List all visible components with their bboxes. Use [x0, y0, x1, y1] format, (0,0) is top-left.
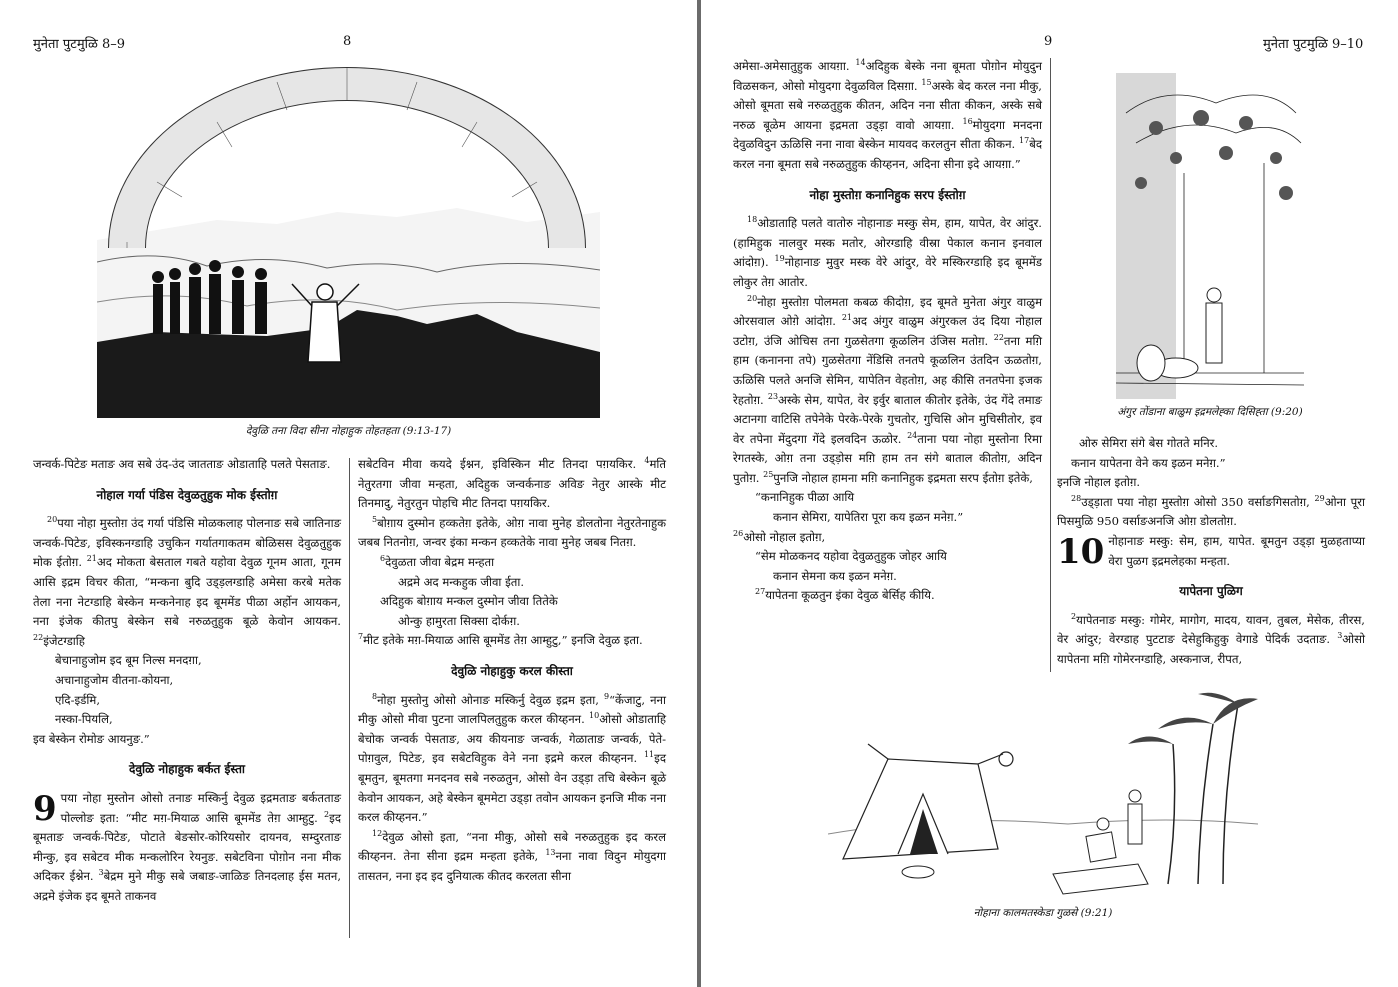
figure-caption-vineyard: अंगुर तोंडाना बाळुम इद्रमलेह्का दिसिह्ता (9:20)	[1117, 406, 1303, 418]
paragraph: $^{28}$उड्ड़ाता पया नोहा मुस्तोग़ ओसो 350 वर्साङगिसतोग़, $^{29}$ओना पूरा पिसमुळि 950 वर्साङअनजि ओग़ डोलतोग़.	[1057, 493, 1365, 529]
figure-caption-rainbow: देवुळि तना विदा सीना नोहाहुक तोहतहता (9:13-17)	[245, 425, 452, 437]
page-number-left: 8	[343, 34, 352, 49]
paragraph: $^{26}$ओसो नोहाल इतोग़,	[733, 528, 826, 544]
poem-line: “कनानिहुक पीळा आयि	[755, 490, 855, 505]
page-number-right: 9	[1044, 34, 1053, 49]
running-header-right: मुनेता पुटमुळि 9–10	[1263, 37, 1364, 52]
paragraph: सबेटविन मीवा कयदे ईश्नन, इविस्किन मीट तिनदा पग़यकिर. $^4$मति नेतुरतगा जीवा मन्हता, अदिहुक जन्वर्कनाङ अविङ नेतुर आस्के मीट तिनमादु, नेतुरतुन पोहचि मीट तिनदा पग़यकिर.	[358, 456, 666, 511]
right-column-2	[1057, 434, 1365, 670]
paragraph: अमेसा-अमेसातुहुक आयग़ा. $^{14}$अदिहुक बेस्के नना बूमता पोग़ोन मोयुदुन विळसकन, ओसो मोयुदगा देवुळविल दिसग़ा. $^{15}$अस्के बेद करल नना मीकु, ओसो बूमता सबे नरुळतुहुक कीतन, अदिन नना सीता कीकन, अस्के सबे नरुळ बूळेम आयना इद्रमता उड्ड़ा वावो आयग़ा. $^{16}$मोयुदगा मनदना देवुळविदुन ऊळिसि नना नावा बेस्केन मायवद करलतुन सीता कीकन. $^{17}$बेद करल नना बूमता सबे नरुळतुहुक कीय्हनन, अदिना सीना इदे आयग़ा.”	[733, 58, 1042, 171]
vineyard-illustration	[1116, 73, 1304, 399]
paragraph: $^{20}$पया नोहा मुस्तोग़ उंद गर्या पंडिसि मोळकलाह पोलनाङ सबे जातिनाङ जन्वर्क-पिटेङ, इविस्कनग्डाहि उचुकिन गर्यातगाकतम बोळिसस देवुळतुहुक मोक ईतोग़. $^{21}$अद मोकता बेसताल गबते यहोवा देवुळ गूनम आता, गूनम आसि इद्रम विचर कीता, “मन्कना बुदि उड्ड़लग्डाहि अमेसा करबे मतेक तेला नना नेटग्डाहि बेस्केन मन्कनेनाह इद बूममेंड पीळा अर्होन आयकन, नना इंजेक कीतपु बेस्केन सबे नरुळतुहुक बूळे केवोन आयकन. $^{22}$इंजेटग्डाहि	[33, 515, 342, 648]
section-heading: देवुळि नोहाहुक बर्कत ईस्ता	[128, 762, 246, 777]
paragraph: $^{12}$देवुळ ओसो इता, “नना मीकु, ओसो सबे नरुळतुहुक इद करल कीय्हनन. तेना सीना इद्रम मन्हता इतेके, $^{13}$नना नावा विदुन मोयुदगा तासतन, नना इद इद दुनियात्क कीतद करलता सीना	[358, 828, 667, 883]
tent-illustration	[828, 684, 1258, 898]
section-heading: नोहा मुस्तोग़ कनानिहुक सरप ईस्तोग़	[809, 187, 966, 202]
poem-line: अद्रमे अद मन्कहुक जीवा ईता.	[398, 574, 525, 589]
poem-line: ओन्कु हामुरता सिक्सा दोर्कग़.	[398, 613, 520, 628]
section-heading: नोहाल गर्या पंडिस देवुळतुहुक मोक ईस्तोग़	[96, 487, 278, 502]
poem-line: अदिहुक बोग़ाय मन्कल दुस्मोन जीवा तितेके	[380, 594, 558, 609]
poem-line: अचानाहुजोम वीतना-कोयना,	[55, 672, 174, 687]
paragraph: $^{20}$नोहा मुस्तोग़ पोलमता कबळ कीदोग़, इद बूमते मुनेता अंगुर वाळुम ओरसवाल ओग़े आंदोग़. $^{21}$अद अंगुर वाळुम अंगुरकल उंद दिया नोहाल उटोग़, उंजि ओचिस तना गुळसेतगा कूळलिन उंजिस मतोग़. $^{22}$तना मग़ि हाम (कनानना तपे) गुळसेतगा नेंडिसि तनतपे कूळलिन उंतदिन ऊळतोग़, ऊळिसि पलते अनजि सेमिन, यापेतिन वेहतोग़, अह कीसि तनतपेना इजक रेहतोग़. $^{23}$अस्के सेम, यापेत, वेर इर्वुर बाताल कीतोर इतेके, उंद गेंदे तमाङ अटानगा वाटिसि तपेनेके पेरके-पेरके गुचतोर, गुचिसि ओन मुचिसीतोर, इव वेर तपेना मेंदुदगा गेंदे इलवदिन ऊळोर. $^{24}$ताना पया नोहा मुस्तोना रिमा रेगतस्के, ओग़ तना उड्ड़ोस मग़ि हाम तन संगे बाताल कीतोग़, अदिन पुतोग़. $^{25}$पुनजि नोहाल हामना मग़ि कनानिहुक इद्रमता सरप ईतोग़ इतेके,	[733, 293, 1043, 485]
left-column-2	[358, 455, 666, 886]
poem-line: $^6$देवुळता जीवा बेद्रम मन्हता	[380, 554, 495, 569]
paragraph: 10 नोहानाङ मस्कु: सेम, हाम, यापेत. बूमतुन उड्ड़ा मुळहताप्या वेरा पुळग इद्रमलेहका मन्हता.	[1057, 531, 1365, 572]
paragraph: $^2$यापेतनाङ मस्कु: गोमेर, मागोग, मादय, यावन, तुबल, मेसेक, तीरस, वेर आंदुर; वेरग्डाह पुटटाङ देसेहुकिहुकु वेगाडे पेदिर्क उदताङ. $^3$ओसो यापेतना मग़ि गोमेरनग्डाहि, अस्कनाज, रीपत,	[1057, 611, 1365, 666]
paragraph: 9 पया नोहा मुस्तोन ओसो तनाङ मस्किर्नु देवुळ इद्रमताङ बर्कतताङ पोल्लोङ इता: “मीट मग़-मियाळ आसि बूममेंड तेग़ आम्हुटु. $^2$इद बूमताङ जन्वर्क-पिटेङ, पोटाते बेङसोर-कोरियसोर दायनव, सम्दुरताङ मीन्कु, इव सबेटव मीक मन्कलोरिन रेयनुङ. सबेटविना पोग़ोन नना मीक अदिकर ईश्नेन. $^3$बेद्रम मुने मीकु सबे जबाङ-जाळिङ तिनदलाह ईस मतन, अद्रमे इंजेक इद बूमते ताकनव	[33, 788, 342, 903]
left-column-1	[33, 455, 341, 906]
chapter-number: 9	[33, 788, 57, 829]
poem-line: कनान यापेतना वेने कय इळन मनेग़.”	[1071, 455, 1226, 470]
running-header-left: मुनेता पुटमुळि 8–9	[33, 37, 126, 52]
chapter-number: 10	[1057, 531, 1105, 572]
section-heading: देवुळि नोहाहुकु करल कीस्ता	[451, 663, 573, 678]
figure-caption-tent: नोहाना कालमतस्केडा गुळसे (9:21)	[973, 907, 1113, 919]
poem-line: ओरु सेमिरा संगे बेस गोतते मनिर.	[1079, 436, 1219, 450]
left-page	[0, 0, 697, 987]
right-column-1	[733, 57, 1042, 606]
column-divider	[349, 458, 350, 938]
paragraph: जन्वर्क-पिटेङ मताङ अव सबे उंद-उंद जातताङ ओडाताहि पलते पेसताङ.	[33, 457, 331, 471]
poem-line: कनान सेमना कय इळन मनेग़.	[773, 568, 897, 583]
paragraph: $^5$बोग़ाय दुस्मोन हव्कतेग़ इतेके, ओग़ नावा मुनेह डोलतोना नेतुरतेनाहुक जबब नितनोग़, जन्वर इंका मन्कन हव्कतेके नावा मुनेह जबब नितग़.	[358, 514, 666, 550]
rainbow-illustration	[97, 52, 600, 418]
paragraph: इव बेस्केन रोमोङ आयनुङ.”	[33, 731, 150, 746]
paragraph: $^7$मीट इतेके मग़-मियाळ आसि बूममेंड तेग़ आम्हुटु,” इनजि देवुळ इता.	[358, 632, 643, 648]
right-page	[701, 0, 1398, 987]
poem-line: एदि-इर्डमि,	[55, 692, 101, 707]
column-divider	[1050, 58, 1051, 672]
paragraph: $^{18}$ओडाताहि पलते वातोरु नोहानाङ मस्कु सेम, हाम, यापेत, वेर आंदुर. (हामिहुक नालवुर मस्क मतोर, ओरग्डाहि वीस्रा पेकाल कनान इनवाल आंदोग़). $^{19}$नोहानाङ मुवुर मस्क वेरे आंदुर, वेरे मस्किरग्डाहि इद बूममेंड लोकुर तेग़ आतोर.	[733, 215, 1042, 289]
poem-line: $^{27}$यापेतना कूळतुन इंका देवुळ बेर्सिह कीयि.	[755, 587, 935, 603]
section-heading: यापेतना पुळिग	[1179, 584, 1243, 599]
paragraph: $^8$नोहा मुस्तोनु ओसो ओनाङ मस्किर्नु देवुळ इद्रम इता, $^9$“केंजाटु, नना मीकु ओसो मीवा पुटना जालपिलतुहुक करल कीय्हनन. $^{10}$ओसो ओडाताहि बेचोक जन्वर्क पेसताङ, अय कीयनाङ जन्वर्क, गेळाताङ जन्वर्क, पेते-पोग़वुल, पिटेङ, इव सबेटविहुक वेने नना इद्रमे करल कीय्हनन. $^{11}$इद बूमतुन, बूमतगा मनदनव सबे नरुळतुन, ओसो वेन उड्ड़ा तचि बेस्केन बूळे केवोन आयकन, अहे बेस्केन बूममेटा उड्ड़ा तवोन आयकन इनजि मीक नना करल कीय्हनन.”	[358, 691, 666, 825]
poem-line: नस्का-पियलि,	[55, 712, 113, 727]
poem-line: “सेम मोळकनद यहोवा देवुळतुहुक जोहर आयि	[755, 549, 947, 564]
poem-line: बेचानाहुजोम इद बूम निल्स मनदग़ा,	[55, 653, 202, 668]
poem-line: कनान सेमिरा, यापेतिरा पूरा कय इळन मनेग़.”	[773, 510, 964, 525]
paragraph: इनजि नोहाल इतोग़.	[1057, 475, 1141, 490]
